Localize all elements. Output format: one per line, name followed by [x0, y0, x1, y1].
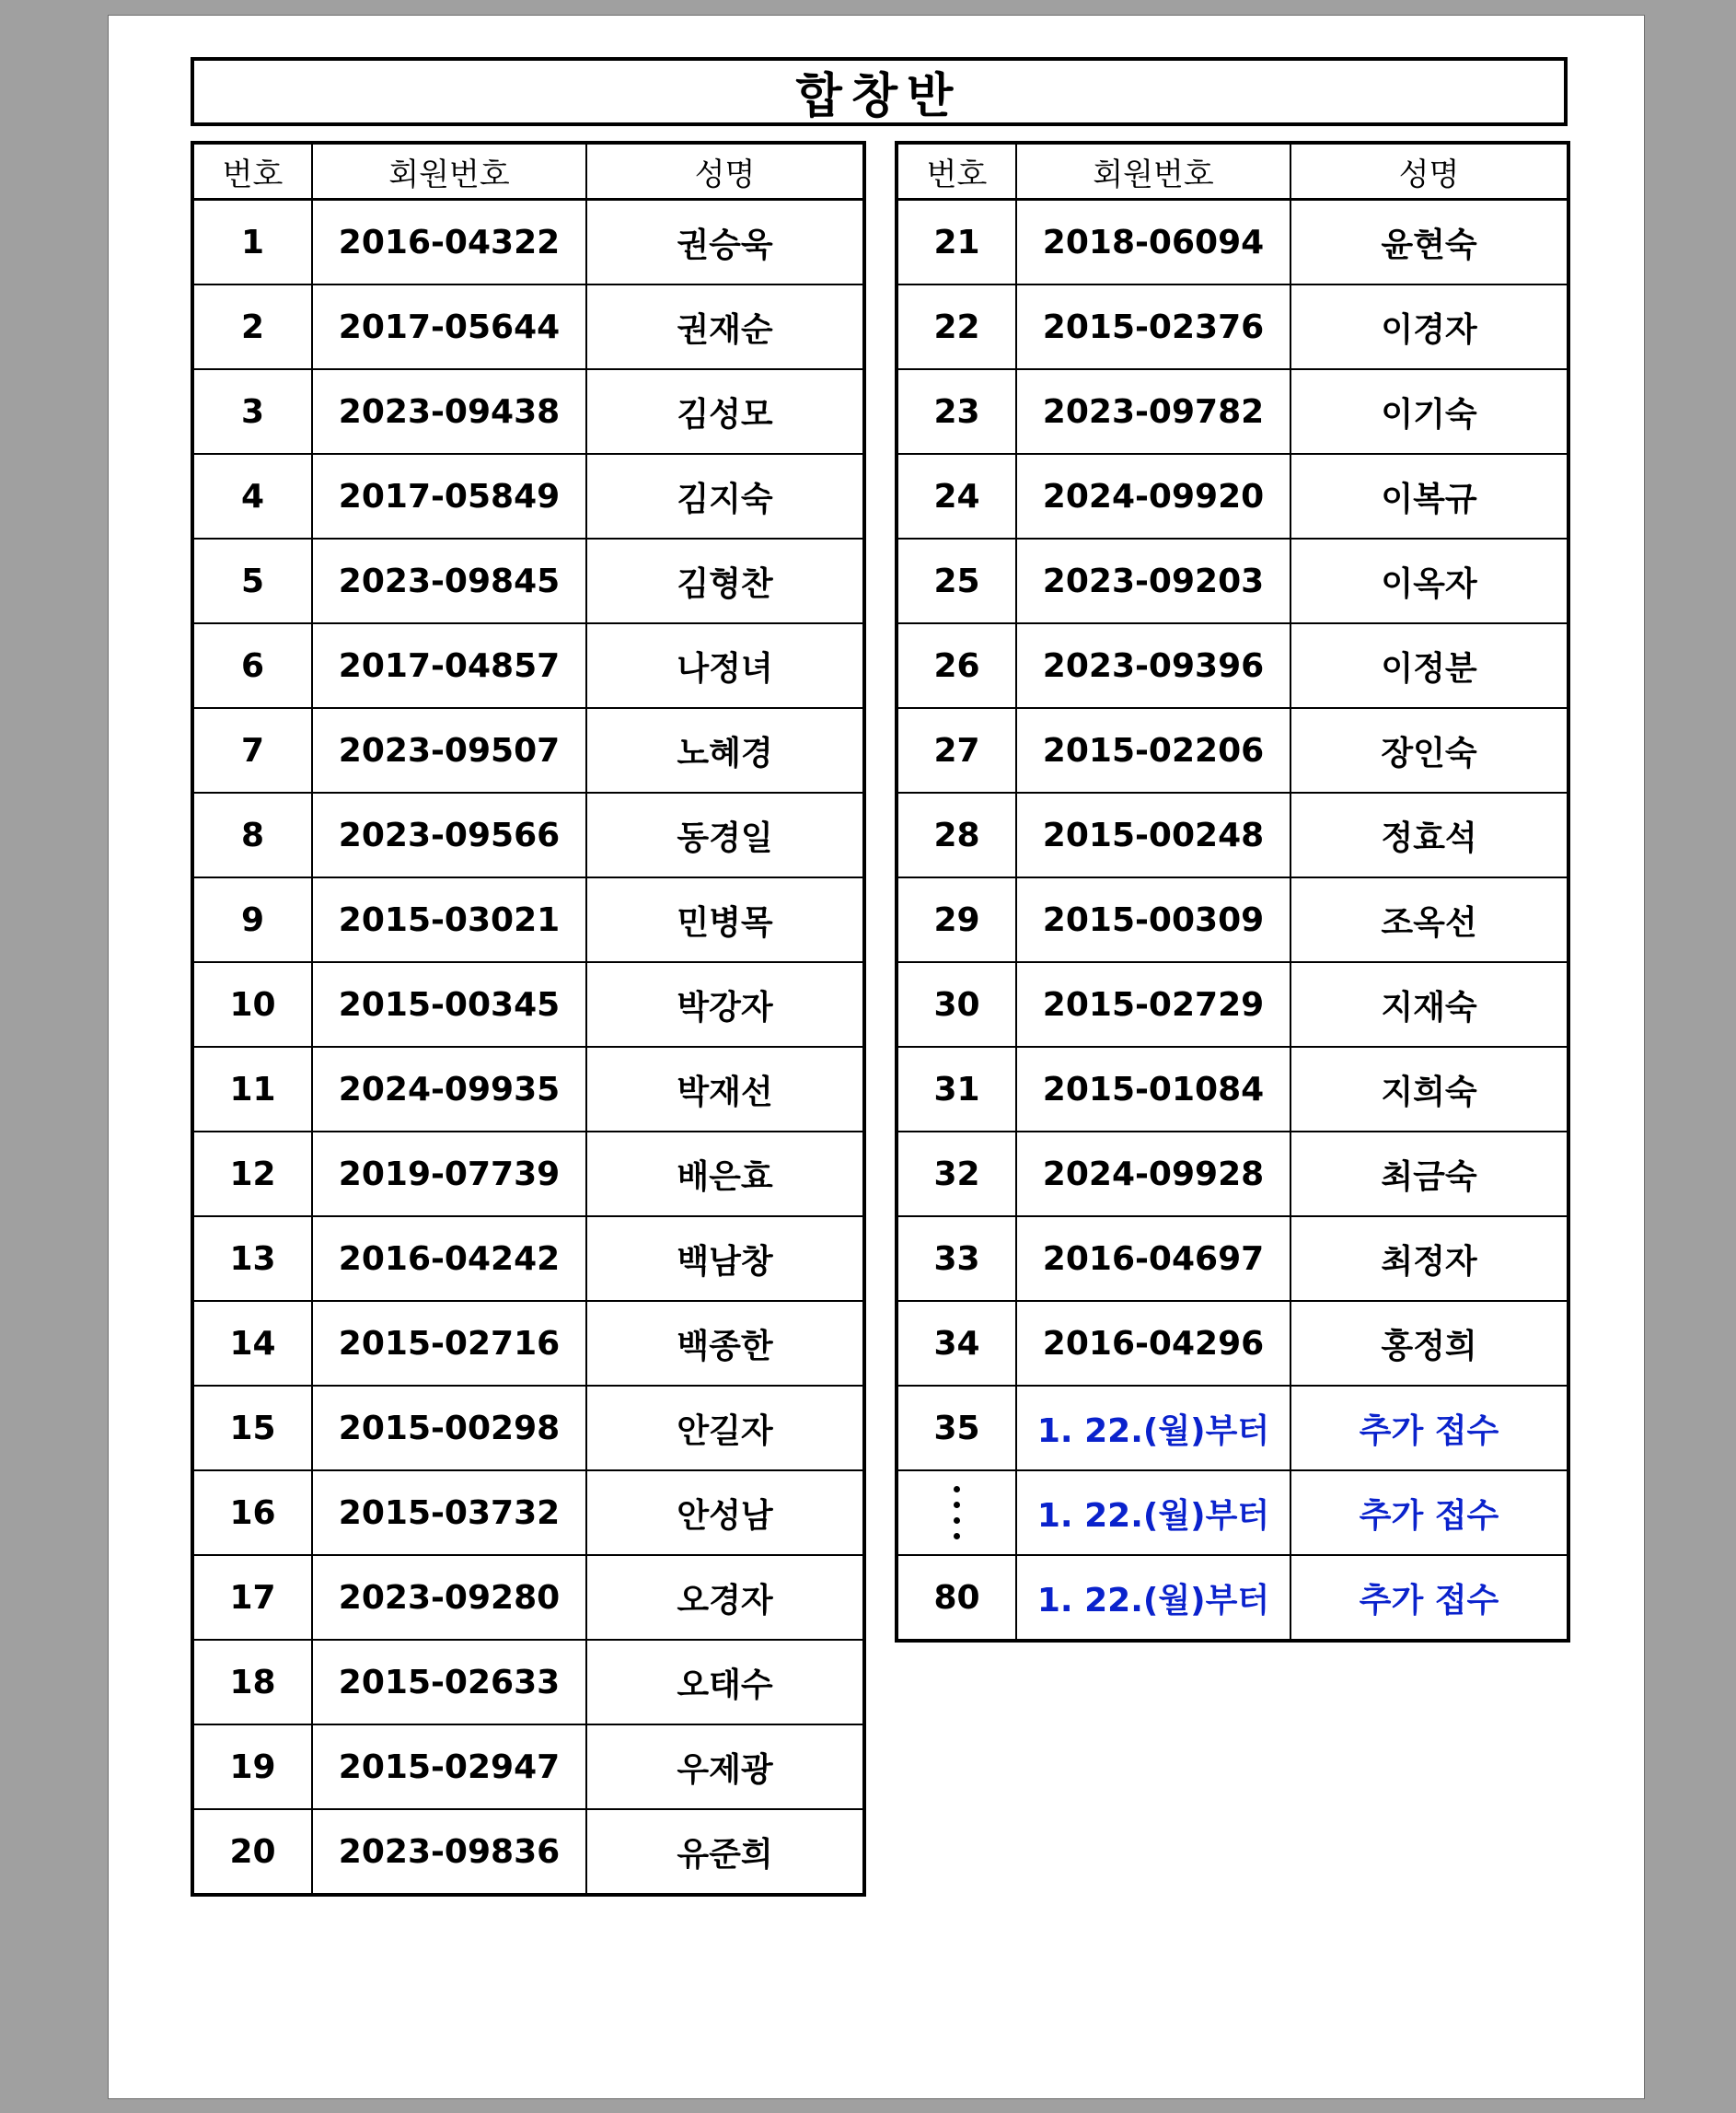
header-no: 번호	[897, 143, 1016, 200]
row-no: 12	[192, 1132, 312, 1216]
row-member-id: 2017-05849	[312, 454, 586, 539]
row-member-id: 2017-05644	[312, 284, 586, 369]
table-row	[192, 369, 864, 454]
row-member-id: 2023-09507	[312, 708, 586, 793]
row-no: 17	[192, 1555, 312, 1640]
table-row	[192, 539, 864, 623]
row-name: 이정분	[1290, 623, 1568, 708]
ellipsis-cell	[897, 1470, 1016, 1555]
row-member-id: 2024-09928	[1016, 1132, 1290, 1216]
open-status: 추가 접수	[1290, 1470, 1568, 1555]
vertical-ellipsis-icon	[953, 1477, 962, 1549]
row-name: 정효석	[1290, 793, 1568, 877]
table-row	[897, 369, 1568, 454]
table-row	[897, 1216, 1568, 1301]
row-member-id: 2015-00309	[1016, 877, 1290, 962]
row-no: 6	[192, 623, 312, 708]
row-member-id: 2019-07739	[312, 1132, 586, 1216]
row-no: 4	[192, 454, 312, 539]
row-no: 3	[192, 369, 312, 454]
row-member-id: 2015-02206	[1016, 708, 1290, 793]
row-no: 31	[897, 1047, 1016, 1132]
header-name: 성명	[586, 143, 864, 200]
row-member-id: 2015-00248	[1016, 793, 1290, 877]
row-no: 9	[192, 877, 312, 962]
row-name: 박재선	[586, 1047, 864, 1132]
row-member-id: 2024-09935	[312, 1047, 586, 1132]
open-status: 추가 접수	[1290, 1555, 1568, 1641]
table-row	[897, 1132, 1568, 1216]
row-no: 24	[897, 454, 1016, 539]
table-row	[897, 962, 1568, 1047]
row-no: 11	[192, 1047, 312, 1132]
row-member-id: 2023-09396	[1016, 623, 1290, 708]
row-name: 노혜경	[586, 708, 864, 793]
row-name: 안성남	[586, 1470, 864, 1555]
row-name: 김성모	[586, 369, 864, 454]
row-name: 이경자	[1290, 284, 1568, 369]
header-row	[192, 143, 864, 200]
row-member-id: 2015-02633	[312, 1640, 586, 1724]
row-member-id: 2015-02729	[1016, 962, 1290, 1047]
table-row	[897, 623, 1568, 708]
table-row	[192, 708, 864, 793]
row-name: 동경일	[586, 793, 864, 877]
table-row	[192, 1640, 864, 1724]
row-name: 백남창	[586, 1216, 864, 1301]
table-row	[192, 1047, 864, 1132]
row-no: 20	[192, 1809, 312, 1895]
open-slots	[897, 1386, 1568, 1641]
table-row	[192, 877, 864, 962]
roster-body-left	[192, 200, 864, 1896]
row-member-id: 2016-04322	[312, 200, 586, 285]
row-name: 장인숙	[1290, 708, 1568, 793]
document-page	[108, 15, 1645, 2099]
table-row-open-35	[897, 1386, 1568, 1470]
row-no: 5	[192, 539, 312, 623]
table-row	[192, 1724, 864, 1809]
row-no: 19	[192, 1724, 312, 1809]
row-no: 80	[897, 1555, 1016, 1641]
row-member-id: 2015-01084	[1016, 1047, 1290, 1132]
row-name: 이복규	[1290, 454, 1568, 539]
header-member-id: 회원번호	[1016, 143, 1290, 200]
header-no: 번호	[192, 143, 312, 200]
row-member-id: 2023-09782	[1016, 369, 1290, 454]
table-row-open-80	[897, 1555, 1568, 1641]
table-row	[192, 284, 864, 369]
row-member-id: 2023-09438	[312, 369, 586, 454]
table-row	[897, 284, 1568, 369]
table-row	[192, 962, 864, 1047]
header-row	[897, 143, 1568, 200]
row-member-id: 2023-09280	[312, 1555, 586, 1640]
table-row	[897, 539, 1568, 623]
row-member-id: 2016-04697	[1016, 1216, 1290, 1301]
row-member-id: 2017-04857	[312, 623, 586, 708]
table-row	[192, 200, 864, 285]
row-member-id: 2015-03021	[312, 877, 586, 962]
row-member-id: 2016-04296	[1016, 1301, 1290, 1386]
row-no: 18	[192, 1640, 312, 1724]
open-start-date: 1. 22.(월)부터	[1016, 1386, 1290, 1470]
row-member-id: 2015-02947	[312, 1724, 586, 1809]
table-row	[192, 1555, 864, 1640]
row-name: 지희숙	[1290, 1047, 1568, 1132]
row-name: 홍정희	[1290, 1301, 1568, 1386]
row-no: 22	[897, 284, 1016, 369]
table-row	[192, 1386, 864, 1470]
table-row	[897, 877, 1568, 962]
row-no: 34	[897, 1301, 1016, 1386]
row-name: 윤현숙	[1290, 200, 1568, 285]
row-name: 민병목	[586, 877, 864, 962]
row-member-id: 2023-09566	[312, 793, 586, 877]
row-member-id: 2015-02376	[1016, 284, 1290, 369]
row-name: 김형찬	[586, 539, 864, 623]
table-row	[897, 793, 1568, 877]
row-name: 최금숙	[1290, 1132, 1568, 1216]
row-no: 14	[192, 1301, 312, 1386]
row-no: 30	[897, 962, 1016, 1047]
row-no: 16	[192, 1470, 312, 1555]
row-no: 28	[897, 793, 1016, 877]
row-no: 8	[192, 793, 312, 877]
table-row	[897, 708, 1568, 793]
header-member-id: 회원번호	[312, 143, 586, 200]
row-name: 오경자	[586, 1555, 864, 1640]
open-start-date: 1. 22.(월)부터	[1016, 1555, 1290, 1641]
row-name: 오태수	[586, 1640, 864, 1724]
row-no: 29	[897, 877, 1016, 962]
row-no: 33	[897, 1216, 1016, 1301]
row-member-id: 2024-09920	[1016, 454, 1290, 539]
row-no: 27	[897, 708, 1016, 793]
table-row	[192, 1809, 864, 1895]
roster-body-right	[897, 200, 1568, 1387]
row-no: 1	[192, 200, 312, 285]
table-row	[192, 1470, 864, 1555]
row-name: 이옥자	[1290, 539, 1568, 623]
row-member-id: 2015-00298	[312, 1386, 586, 1470]
row-no: 10	[192, 962, 312, 1047]
row-member-id: 2023-09836	[312, 1809, 586, 1895]
row-no: 21	[897, 200, 1016, 285]
row-no: 7	[192, 708, 312, 793]
row-name: 최정자	[1290, 1216, 1568, 1301]
row-member-id: 2015-03732	[312, 1470, 586, 1555]
row-name: 배은효	[586, 1132, 864, 1216]
table-row	[897, 454, 1568, 539]
row-name: 우제광	[586, 1724, 864, 1809]
table-row	[192, 623, 864, 708]
roster-table-right	[895, 141, 1570, 1643]
row-no: 26	[897, 623, 1016, 708]
row-member-id: 2015-00345	[312, 962, 586, 1047]
header-name: 성명	[1290, 143, 1568, 200]
open-start-date: 1. 22.(월)부터	[1016, 1470, 1290, 1555]
row-no: 32	[897, 1132, 1016, 1216]
table-row	[897, 200, 1568, 285]
table-row	[192, 1301, 864, 1386]
row-no: 35	[897, 1386, 1016, 1470]
row-name: 권재순	[586, 284, 864, 369]
row-name: 박강자	[586, 962, 864, 1047]
row-member-id: 2015-02716	[312, 1301, 586, 1386]
table-row	[897, 1301, 1568, 1386]
table-row	[897, 1047, 1568, 1132]
row-name: 나정녀	[586, 623, 864, 708]
row-name: 백종한	[586, 1301, 864, 1386]
row-member-id: 2023-09845	[312, 539, 586, 623]
table-row	[192, 454, 864, 539]
row-no: 13	[192, 1216, 312, 1301]
row-member-id: 2023-09203	[1016, 539, 1290, 623]
row-name: 김지숙	[586, 454, 864, 539]
row-name: 조옥선	[1290, 877, 1568, 962]
row-name: 권승욱	[586, 200, 864, 285]
row-no: 2	[192, 284, 312, 369]
row-no: 15	[192, 1386, 312, 1470]
table-row	[192, 793, 864, 877]
roster-table-left	[191, 141, 866, 1897]
row-no: 23	[897, 369, 1016, 454]
row-name: 이기숙	[1290, 369, 1568, 454]
table-row	[192, 1132, 864, 1216]
row-name: 안길자	[586, 1386, 864, 1470]
row-name: 지재숙	[1290, 962, 1568, 1047]
table-row	[192, 1216, 864, 1301]
row-no: 25	[897, 539, 1016, 623]
row-member-id: 2018-06094	[1016, 200, 1290, 285]
open-status: 추가 접수	[1290, 1386, 1568, 1470]
row-name: 유준희	[586, 1809, 864, 1895]
row-member-id: 2016-04242	[312, 1216, 586, 1301]
page-title: 합창반	[191, 57, 1568, 126]
